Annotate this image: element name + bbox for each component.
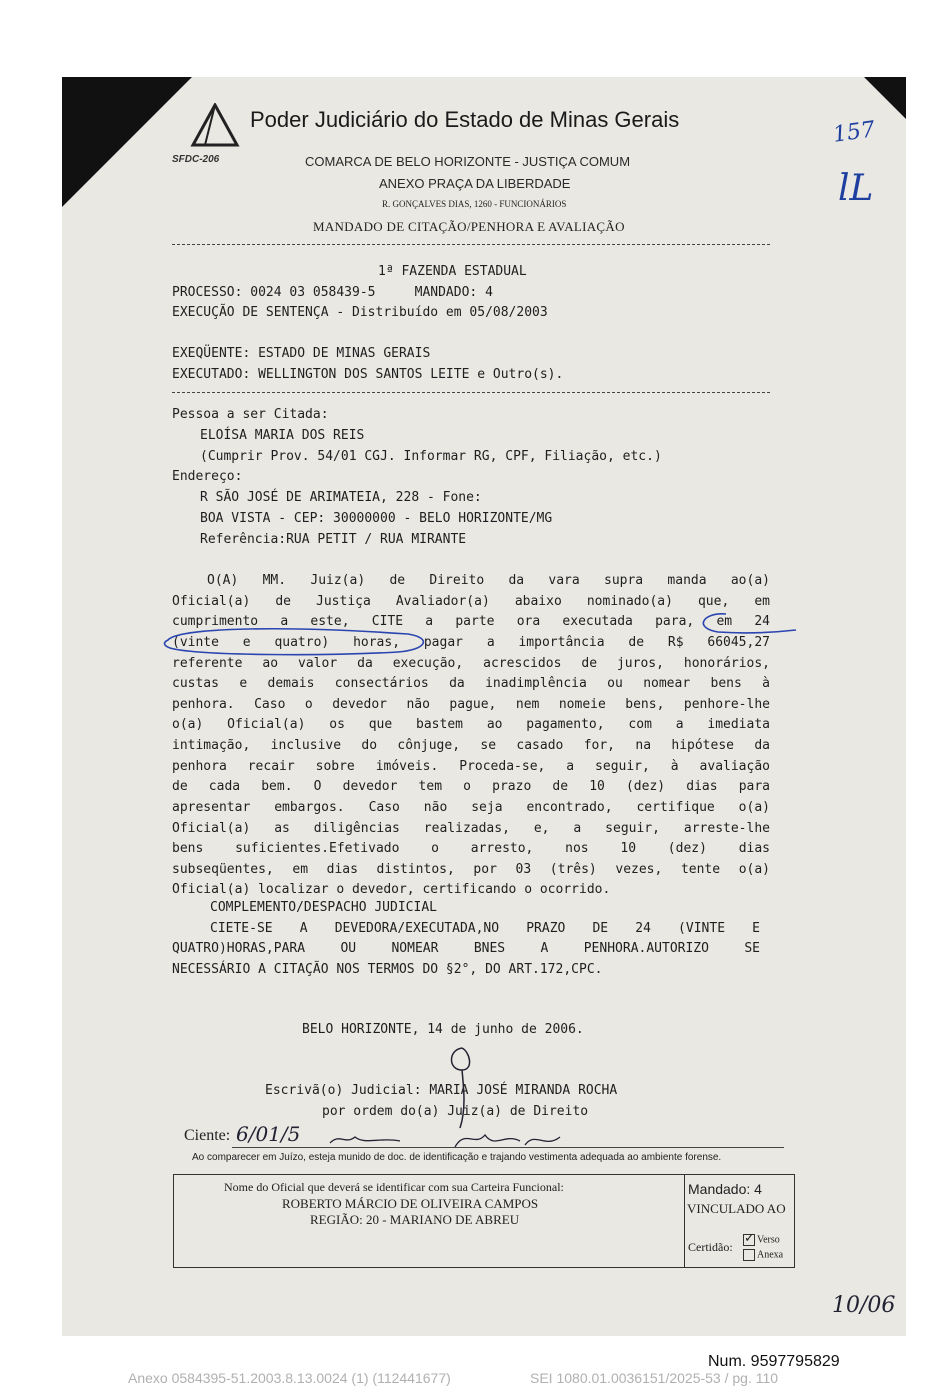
order-line-2: Oficial(a) de Justiça Avaliador(a) abaixo nominado(a) que, em [172, 594, 770, 609]
order-line-13: Oficial(a) as diligências realizadas, e, a seguir, arreste-lhe [172, 821, 770, 836]
order-line-14: bens suficientes.Efetivado o arresto, nos 10 (dez) dias [172, 841, 770, 856]
ciente-label: Ciente: [184, 1127, 231, 1144]
order-line-3: cumprimento a este, CITE a parte ora executada para, em 24 [172, 614, 770, 629]
order-line-10: penhora recair sobre imóveis. Proceda-se, a seguir, à avaliação [172, 759, 770, 774]
divider-middle [172, 392, 770, 393]
order-line-4: (vinte e quatro) horas, pagar a importância de R$ 66045,27 [172, 635, 770, 650]
top-right-black-corner [864, 77, 906, 119]
complemento-line-3: NECESSÁRIO A CITAÇÃO NOS TERMOS DO §2°, DO ART.172,CPC. [172, 962, 603, 977]
person-label: Pessoa a ser Citada: [172, 407, 329, 422]
order-line-8: o(a) Oficial(a) os que bastem ao pagamento, com a imediata [172, 717, 770, 732]
form-code: SFDC-206 [172, 154, 220, 165]
mandado-number: Mandado: 4 [688, 1181, 762, 1197]
ciente-underline [232, 1147, 784, 1148]
order-line-5: referente ao valor da execução, acrescidos de juros, honorários, [172, 656, 770, 671]
address-street: R SÃO JOSÉ DE ARIMATEIA, 228 - Fone: [200, 490, 482, 505]
document-number: Num. 9597795829 [708, 1353, 840, 1370]
officer-box-divider [684, 1175, 685, 1267]
execucao-line: EXECUÇÃO DE SENTENÇA - Distribuído em 05/08/2003 [172, 305, 548, 320]
place-date: BELO HORIZONTE, 14 de junho de 2006. [302, 1022, 584, 1037]
order-line-9: intimação, inclusive do cônjuge, se casado for, na hipótese da [172, 738, 770, 753]
ciente-handwritten-date: 6/01/5 [236, 1122, 301, 1146]
executado-line: EXECUTADO: WELLINGTON DOS SANTOS LEITE e Outro(s). [172, 367, 564, 382]
anexa-checkbox[interactable] [743, 1249, 755, 1261]
anexa-option[interactable] [743, 1249, 783, 1261]
complemento-line-2: QUATRO)HORAS,PARA OU NOMEAR BNES A PENHORA.AUTORIZO SE [172, 941, 760, 956]
anexo-line: ANEXO PRAÇA DA LIBERDADE [379, 176, 571, 191]
address-line: R. GONÇALVES DIAS, 1260 - FUNCIONÁRIOS [382, 199, 567, 209]
ordem-line: por ordem do(a) Juiz(a) de Direito [322, 1104, 589, 1119]
escriva-line: Escrivã(o) Judicial: MARIA JOSÉ MIRANDA ROCHA [265, 1083, 618, 1098]
document-type: MANDADO DE CITAÇÃO/PENHORA E AVALIAÇÃO [313, 219, 625, 234]
judge-signature [440, 1040, 490, 1130]
exequente-line: EXEQÜENTE: ESTADO DE MINAS GERAIS [172, 346, 431, 361]
address-reference: Referência:RUA PETIT / RUA MIRANTE [200, 532, 467, 547]
certidao-label: Certidão: [688, 1240, 733, 1254]
ciente-signature [325, 1125, 575, 1153]
order-line-6: custas e demais consectários da inadimplência ou nomear bens à [172, 676, 770, 691]
verso-option[interactable] [743, 1230, 780, 1246]
officer-caption: Nome do Oficial que deverá se identificar com sua Carteira Funcional: [224, 1180, 564, 1194]
address-city: BOA VISTA - CEP: 30000000 - BELO HORIZONTE/MG [200, 511, 553, 526]
order-line-15: subseqüentes, em dias distintos, por 03 (três) vezes, tente o(a) [172, 862, 770, 877]
handwritten-page-number: 157 [831, 117, 877, 148]
complemento-line-1: CIETE-SE A DEVEDORA/EXECUTADA,NO PRAZO DE 24 (VINTE E [210, 921, 760, 936]
order-line-1: O(A) MM. Juiz(a) de Direito da vara supra manda ao(a) [207, 573, 770, 588]
anexa-label: Anexa [757, 1249, 784, 1261]
top-left-white-fold [62, 77, 190, 205]
address-label: Endereço: [172, 469, 243, 484]
court-logo-icon [190, 103, 240, 147]
processo-line: PROCESSO: 0024 03 058439-5 MANDADO: 4 [172, 285, 493, 300]
vinculado-label: VINCULADO AO [687, 1201, 786, 1216]
order-line-7: penhora. Caso o devedor não pague, nem nomeie bens, penhore-lhe [172, 697, 770, 712]
comarca-line: COMARCA DE BELO HORIZONTE - JUSTIÇA COMUM [305, 154, 631, 169]
dress-code-notice: Ao comparecer em Juízo, esteja munido de doc. de identificação e trajando vestimenta adequada ao ambiente forense. [192, 1152, 722, 1163]
person-note: (Cumprir Prov. 54/01 CGJ. Informar RG, CPF, Filiação, etc.) [200, 449, 662, 464]
court-title: Poder Judiciário do Estado de Minas Gerais [250, 107, 680, 132]
footer-anexo: Anexo 0584395-51.2003.8.13.0024 (1) (112441677) [128, 1370, 451, 1386]
verso-checkbox[interactable] [743, 1230, 755, 1246]
order-line-11: de cada bem. O devedor tem o prazo de 10 (dez) dias para [172, 779, 770, 794]
handwritten-circle-mark [158, 610, 798, 660]
footer-sei: SEI 1080.01.0036151/2025-53 / pg. 110 [530, 1370, 779, 1386]
verso-label: Verso [757, 1234, 780, 1246]
officer-region: REGIÃO: 20 - MARIANO DE ABREU [310, 1212, 520, 1227]
check-mark-icon: ✓ [744, 1230, 755, 1245]
handwritten-bottom-date: 10/06 [832, 1293, 896, 1318]
complemento-title: COMPLEMENTO/DESPACHO JUDICIAL [210, 900, 437, 915]
order-line-16: Oficial(a) localizar o devedor, certificando o ocorrido. [172, 882, 611, 897]
person-name: ELOÍSA MARIA DOS REIS [200, 428, 365, 443]
order-line-12: apresentar embargos. Caso não seja encontrado, certifique o(a) [172, 800, 770, 815]
officer-name: ROBERTO MÁRCIO DE OLIVEIRA CAMPOS [282, 1196, 539, 1211]
divider-top [172, 244, 770, 245]
handwritten-initials: lL [838, 168, 874, 209]
vara-line: 1ª FAZENDA ESTADUAL [378, 264, 527, 279]
